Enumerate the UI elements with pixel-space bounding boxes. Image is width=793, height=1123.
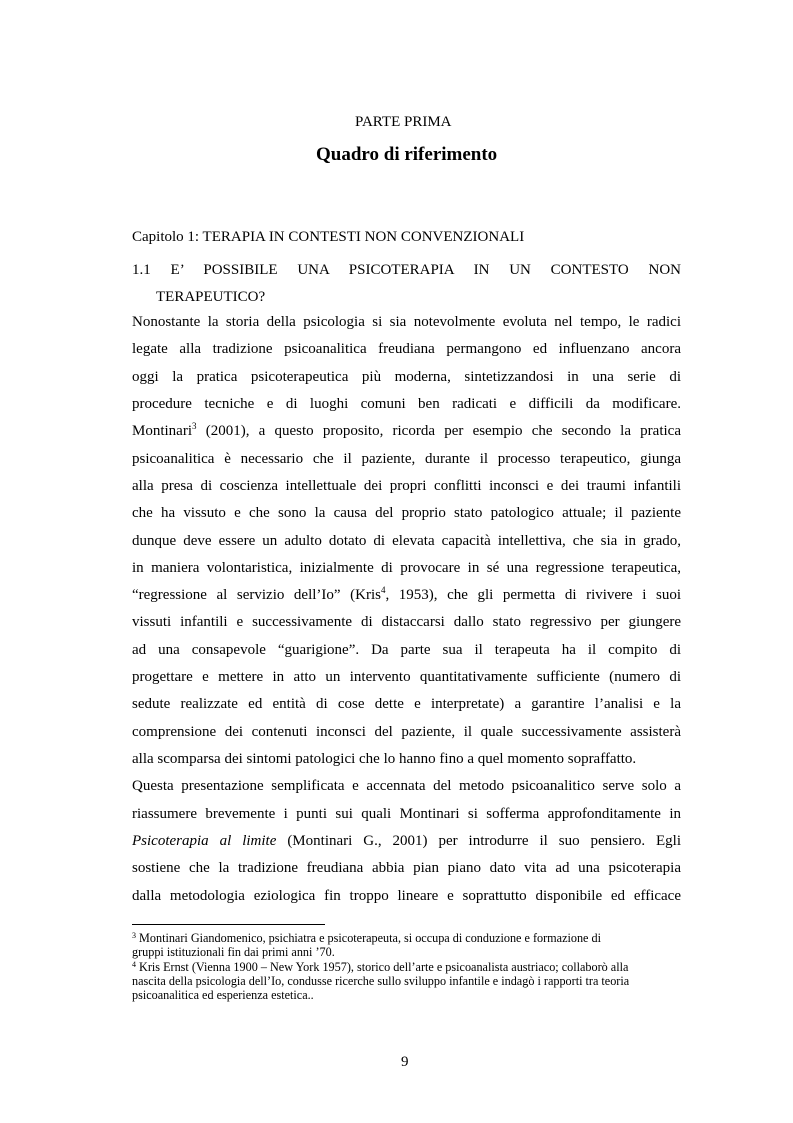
footnote-4 <box>132 960 692 1003</box>
body-line: alla scomparsa dei sintomi patologici che lo hanno fino a quel momento sopraffatto. <box>132 751 637 767</box>
body-line: oggi la pratica psicoterapeutica più moderna, sintetizzandosi in una serie di <box>132 368 681 385</box>
footnote-text: nascita della psicologia dell’Io, condusse ricerche sullo sviluppo infantile e indagò i rapporti tra teoria <box>132 973 630 988</box>
body-line: dalla metodologia eziologica fin troppo lineare e soprattutto disponibile ed efficace <box>132 887 681 904</box>
footnote-text: gruppi istituzionali fin dai primi anni ’70. <box>132 945 335 960</box>
page-number: 9 <box>401 1054 409 1070</box>
body-text-run: (Montinari G., 2001) per introdurre il suo pensiero. Egli <box>276 832 682 849</box>
body-line: alla presa di coscienza intellettuale dei propri conflitti inconsci e dei traumi infantili <box>132 477 681 494</box>
body-line: legate alla tradizione psicoanalitica freudiana permangono ed influenzano ancora <box>132 341 681 358</box>
body-line: psicoanalitica è necessario che il paziente, durante il processo terapeutico, giunga <box>132 450 681 467</box>
chapter-heading: Capitolo 1: TERAPIA IN CONTESTI NON CONVENZIONALI <box>132 229 525 245</box>
footnote-text: Kris Ernst (Vienna 1900 – New York 1957), storico dell’arte e psicoanalista austriaco; collaborò alla <box>136 959 629 974</box>
body-line: riassumere brevemente i punti sui quali Montinari si sofferma approfonditamente in <box>132 805 681 822</box>
body-line <box>132 828 681 855</box>
part-label: PARTE PRIMA <box>355 114 452 130</box>
footnote-number: 4 <box>132 959 136 969</box>
body-line: Nonostante la storia della psicologia si sia notevolmente evoluta nel tempo, le radici <box>132 314 681 330</box>
body-line <box>132 418 681 445</box>
body-line: che ha vissuto e che sono la causa del proprio stato patologico attuale; il paziente <box>132 505 681 522</box>
body-text-run: , 1953), che gli permetta di rivivere i suoi <box>385 587 681 604</box>
body-line: progettare e mettere in atto un intervento quantitativamente sufficiente (numero di <box>132 669 681 686</box>
footnotes <box>132 931 692 1002</box>
body-text-run: Montinari <box>132 423 192 440</box>
body-line: Questa presentazione semplificata e accennata del metodo psicoanalitico serve solo a <box>132 778 681 795</box>
body-line: vissuti infantili e successivamente di distaccarsi dallo stato regressivo per giungere <box>132 614 681 631</box>
book-title: Psicoterapia al limite <box>132 832 277 849</box>
part-title: Quadro di riferimento <box>316 144 498 165</box>
section-heading-line-1: 1.1 E’ POSSIBILE UNA PSICOTERAPIA IN UN CONTESTO NON <box>132 262 681 278</box>
body-line: procedure tecniche e di luoghi comuni ben radicati e difficili da modificare. <box>132 395 681 412</box>
section-heading-line-2: TERAPEUTICO? <box>156 289 266 306</box>
footnote-ref-4: 4 <box>380 585 386 596</box>
footnote-ref-3: 3 <box>192 421 197 432</box>
section-heading <box>132 257 681 312</box>
footnote-separator <box>132 924 325 925</box>
body-text-run: “regressione al servizio dell’Io” (Kris <box>132 587 381 604</box>
footnote-text: Montinari Giandomenico, psichiatra e psicoterapeuta, si occupa di conduzione e formazione di <box>136 931 601 945</box>
body-line <box>132 582 681 609</box>
body-line: comprensione dei contenuti inconsci del paziente, il quale successivamente assisterà <box>132 723 681 740</box>
body-line: dunque deve essere un adulto dotato di elevata capacità intellettiva, che sia in grado, <box>132 532 681 549</box>
footnote-number: 3 <box>132 931 136 940</box>
body-paragraph <box>132 309 681 910</box>
body-line: in maniera volontaristica, inizialmente di provocare in sé una regressione terapeutica, <box>132 559 681 576</box>
body-line: sostiene che la tradizione freudiana abbia pian piano dato vita ad una psicoterapia <box>132 860 681 877</box>
footnote-3 <box>132 931 692 960</box>
body-line: sedute realizzate ed entità di cose dette e interpretate) a garantire l’analisi e la <box>132 696 681 713</box>
footnote-text: psicoanalitica ed esperienza estetica.. <box>132 988 314 1003</box>
body-text-run: (2001), a questo proposito, ricorda per esempio che secondo la pratica <box>196 423 681 440</box>
body-line: ad una consapevole “guarigione”. Da parte sua il terapeuta ha il compito di <box>132 641 681 658</box>
